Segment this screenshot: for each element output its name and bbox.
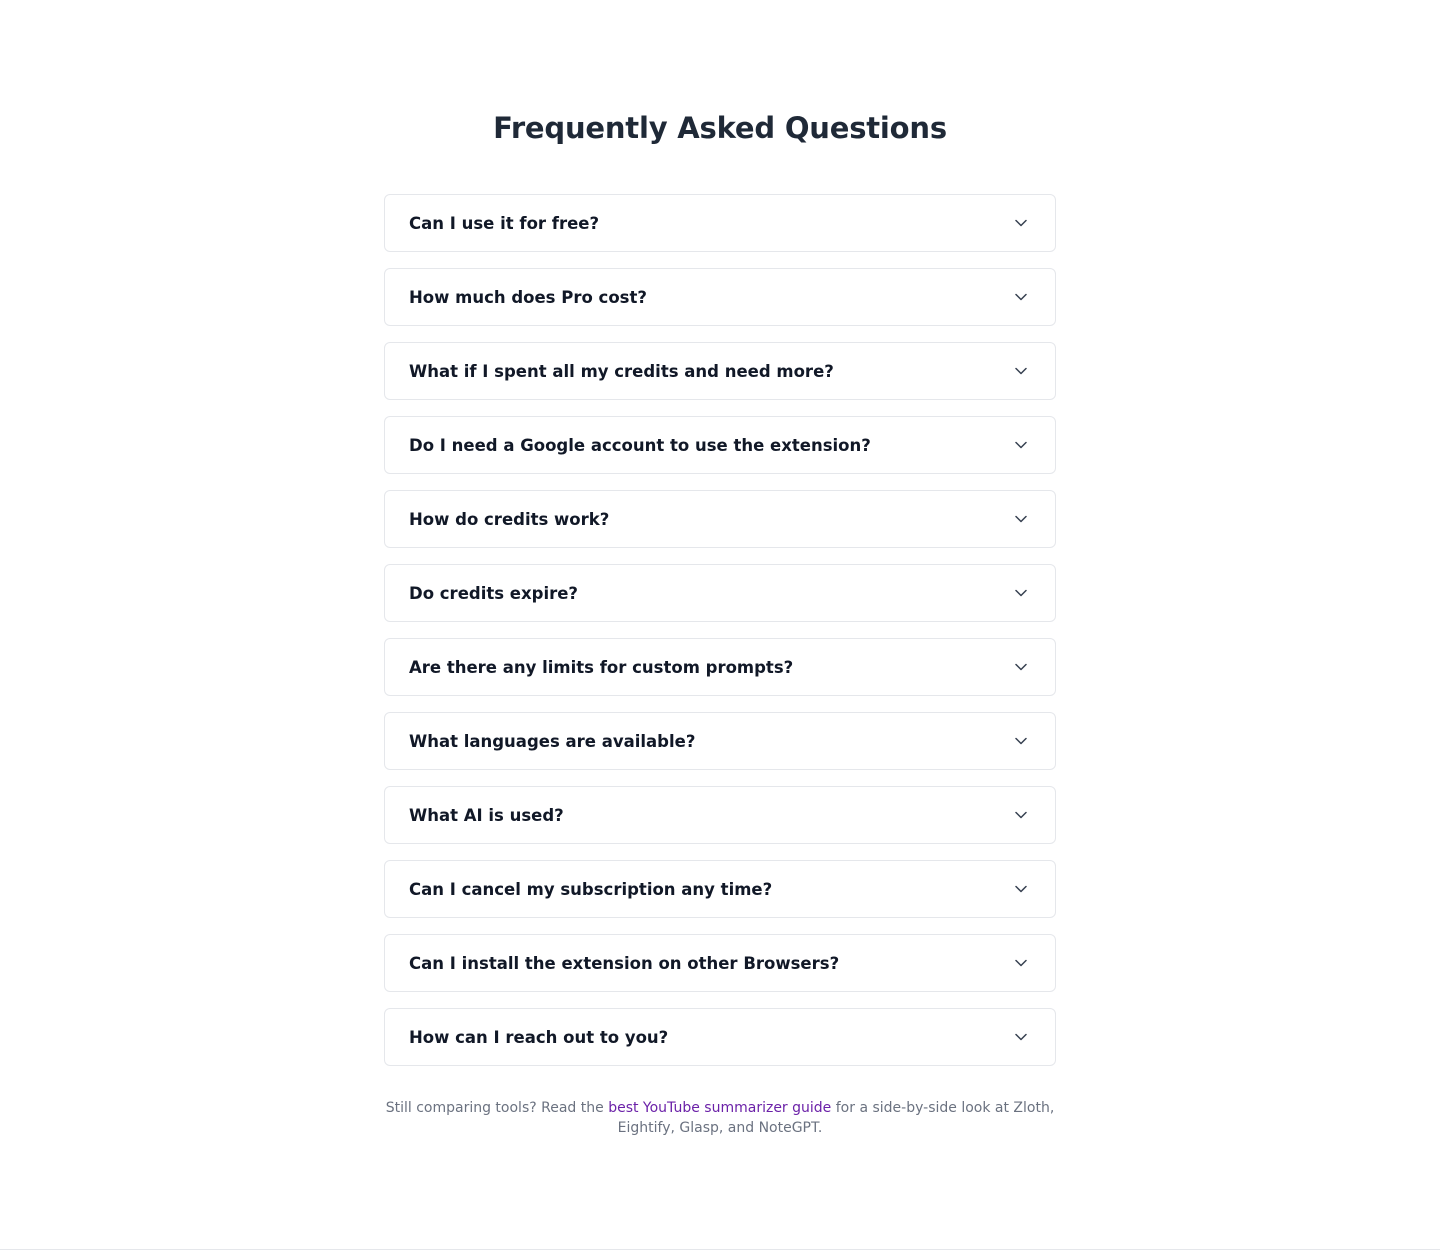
faq-item[interactable]: [384, 490, 1056, 548]
faq-question: Can I cancel my subscription any time?: [409, 879, 773, 899]
chevron-down-icon: [1009, 359, 1033, 383]
chevron-down-icon: [1009, 507, 1033, 531]
faq-question: What if I spent all my credits and need more?: [409, 361, 834, 381]
chevron-down-icon: [1009, 729, 1033, 753]
summarizer-guide-link[interactable]: best YouTube summarizer guide: [608, 1100, 832, 1116]
faq-question: How do credits work?: [409, 509, 610, 529]
faq-item[interactable]: [384, 786, 1056, 844]
faq-question: How much does Pro cost?: [409, 287, 647, 307]
faq-item[interactable]: [384, 268, 1056, 326]
chevron-down-icon: [1009, 877, 1033, 901]
faq-question: What languages are available?: [409, 731, 696, 751]
faq-item[interactable]: [384, 342, 1056, 400]
footnote-text-before: Still comparing tools? Read the: [385, 1100, 609, 1116]
faq-question: Can I use it for free?: [409, 213, 600, 233]
faq-question: Are there any limits for custom prompts?: [409, 657, 794, 677]
faq-question: What AI is used?: [409, 805, 564, 825]
chevron-down-icon: [1009, 951, 1033, 975]
faq-question: How can I reach out to you?: [409, 1027, 669, 1047]
faq-item[interactable]: [384, 1008, 1056, 1066]
chevron-down-icon: [1009, 655, 1033, 679]
faq-list: [384, 194, 1056, 1082]
faq-item[interactable]: [384, 194, 1056, 252]
faq-item[interactable]: [384, 860, 1056, 918]
page-title: Frequently Asked Questions: [493, 111, 947, 145]
faq-footnote: [384, 1098, 1056, 1138]
faq-question: Do I need a Google account to use the extension?: [409, 435, 871, 455]
bottom-divider: [0, 1249, 1440, 1250]
chevron-down-icon: [1009, 581, 1033, 605]
footnote-text-after: for a side-by-side look at Zloth, Eightify, Glasp, and NoteGPT.: [617, 1100, 1055, 1136]
chevron-down-icon: [1009, 433, 1033, 457]
faq-item[interactable]: [384, 416, 1056, 474]
chevron-down-icon: [1009, 211, 1033, 235]
faq-question: Can I install the extension on other Browsers?: [409, 953, 840, 973]
faq-item[interactable]: [384, 712, 1056, 770]
chevron-down-icon: [1009, 1025, 1033, 1049]
faq-item[interactable]: [384, 934, 1056, 992]
chevron-down-icon: [1009, 285, 1033, 309]
faq-item[interactable]: [384, 638, 1056, 696]
faq-item[interactable]: [384, 564, 1056, 622]
chevron-down-icon: [1009, 803, 1033, 827]
faq-question: Do credits expire?: [409, 583, 579, 603]
